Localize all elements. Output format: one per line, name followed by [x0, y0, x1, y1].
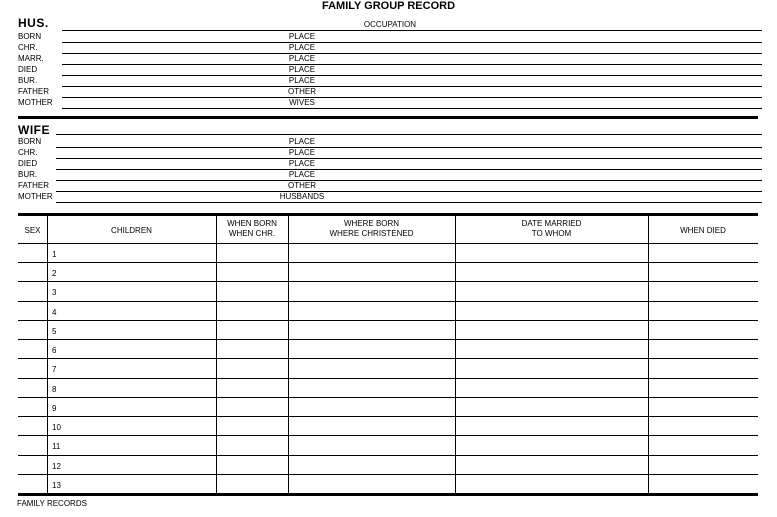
- column-header: SEX: [24, 226, 41, 235]
- husband-row-label: MARR.: [18, 54, 44, 63]
- child-row-number: 8: [52, 385, 57, 394]
- child-row-number: 1: [52, 250, 57, 259]
- wife-row-mid-label: PLACE: [288, 170, 316, 179]
- table-row[interactable]: [18, 474, 758, 475]
- table-row[interactable]: [18, 435, 758, 436]
- wife-row-line[interactable]: [56, 191, 762, 192]
- husband-row-mid-label: PLACE: [288, 43, 316, 52]
- husband-row-line[interactable]: [62, 53, 762, 54]
- column-divider: [47, 216, 48, 493]
- wife-row-label: FATHER: [18, 181, 49, 190]
- wife-row-line[interactable]: [56, 169, 762, 170]
- wife-row-line[interactable]: [56, 180, 762, 181]
- child-row-number: 4: [52, 308, 57, 317]
- wife-heading: WIFE: [18, 123, 50, 137]
- child-row-number: 9: [52, 404, 57, 413]
- footer-label: FAMILY RECORDS: [17, 499, 87, 508]
- child-row-number: 10: [52, 423, 61, 432]
- table-row[interactable]: [18, 378, 758, 379]
- wife-row-label: DIED: [18, 159, 38, 168]
- child-row-number: 2: [52, 269, 57, 278]
- wife-row-mid-label: HUSBANDS: [279, 192, 325, 201]
- husband-row-line[interactable]: [62, 75, 762, 76]
- husband-row-mid-label: WIVES: [289, 98, 315, 107]
- husband-row-mid-label: PLACE: [288, 54, 316, 63]
- husband-row-label: MOTHER: [18, 98, 53, 107]
- table-row[interactable]: [18, 397, 758, 398]
- child-row-number: 5: [52, 327, 57, 336]
- husband-row-line[interactable]: [62, 64, 762, 65]
- wife-name-line[interactable]: [56, 134, 762, 135]
- header-divider: [18, 243, 758, 244]
- wife-row-label: BUR.: [18, 170, 38, 179]
- wife-row-label: MOTHER: [18, 192, 53, 201]
- column-header: CHILDREN: [111, 226, 152, 235]
- husband-row-label: CHR.: [18, 43, 38, 52]
- husband-row-mid-label: PLACE: [288, 32, 316, 41]
- table-row[interactable]: [18, 301, 758, 302]
- husband-row-label: FATHER: [18, 87, 49, 96]
- column-divider: [288, 216, 289, 493]
- column-header: DATE MARRIED TO WHOM: [521, 219, 582, 238]
- husband-row-mid-label: PLACE: [288, 65, 316, 74]
- child-row-number: 11: [52, 442, 61, 451]
- column-header: WHEN DIED: [680, 226, 726, 235]
- table-top-border: [18, 213, 758, 216]
- husband-row-label: BUR.: [18, 76, 38, 85]
- child-row-number: 13: [52, 481, 61, 490]
- column-divider: [648, 216, 649, 493]
- husband-row-line[interactable]: [62, 108, 762, 109]
- husband-row-line[interactable]: [62, 86, 762, 87]
- husband-row-mid-label: OTHER: [288, 87, 316, 96]
- husband-row-line[interactable]: [62, 97, 762, 98]
- husband-name-line[interactable]: [62, 30, 762, 31]
- husband-row-label: DIED: [18, 65, 38, 74]
- child-row-number: 3: [52, 288, 57, 297]
- child-row-number: 6: [52, 346, 57, 355]
- child-row-number: 7: [52, 365, 57, 374]
- husband-heading: HUS.: [18, 16, 49, 30]
- wife-row-line[interactable]: [56, 202, 762, 203]
- table-row[interactable]: [18, 320, 758, 321]
- table-bottom-border: [18, 493, 758, 496]
- occupation-label: OCCUPATION: [363, 20, 417, 29]
- wife-row-mid-label: PLACE: [288, 137, 316, 146]
- column-header: WHEN BORN WHEN CHR.: [227, 219, 277, 238]
- wife-row-line[interactable]: [56, 158, 762, 159]
- wife-row-label: CHR.: [18, 148, 38, 157]
- husband-row-line[interactable]: [62, 42, 762, 43]
- column-divider: [455, 216, 456, 493]
- column-header: WHERE BORN WHERE CHRISTENED: [329, 219, 414, 238]
- husband-row-label: BORN: [18, 32, 42, 41]
- table-row[interactable]: [18, 455, 758, 456]
- table-row[interactable]: [18, 339, 758, 340]
- husband-row-mid-label: PLACE: [288, 76, 316, 85]
- section-divider: [18, 116, 758, 119]
- wife-row-label: BORN: [18, 137, 42, 146]
- wife-row-line[interactable]: [56, 147, 762, 148]
- wife-row-mid-label: PLACE: [288, 159, 316, 168]
- column-divider: [216, 216, 217, 493]
- table-row[interactable]: [18, 358, 758, 359]
- wife-row-mid-label: OTHER: [288, 181, 316, 190]
- table-row[interactable]: [18, 262, 758, 263]
- child-row-number: 12: [52, 462, 61, 471]
- table-row[interactable]: [18, 281, 758, 282]
- wife-row-mid-label: PLACE: [288, 148, 316, 157]
- table-row[interactable]: [18, 416, 758, 417]
- form-title: FAMILY GROUP RECORD: [321, 0, 456, 12]
